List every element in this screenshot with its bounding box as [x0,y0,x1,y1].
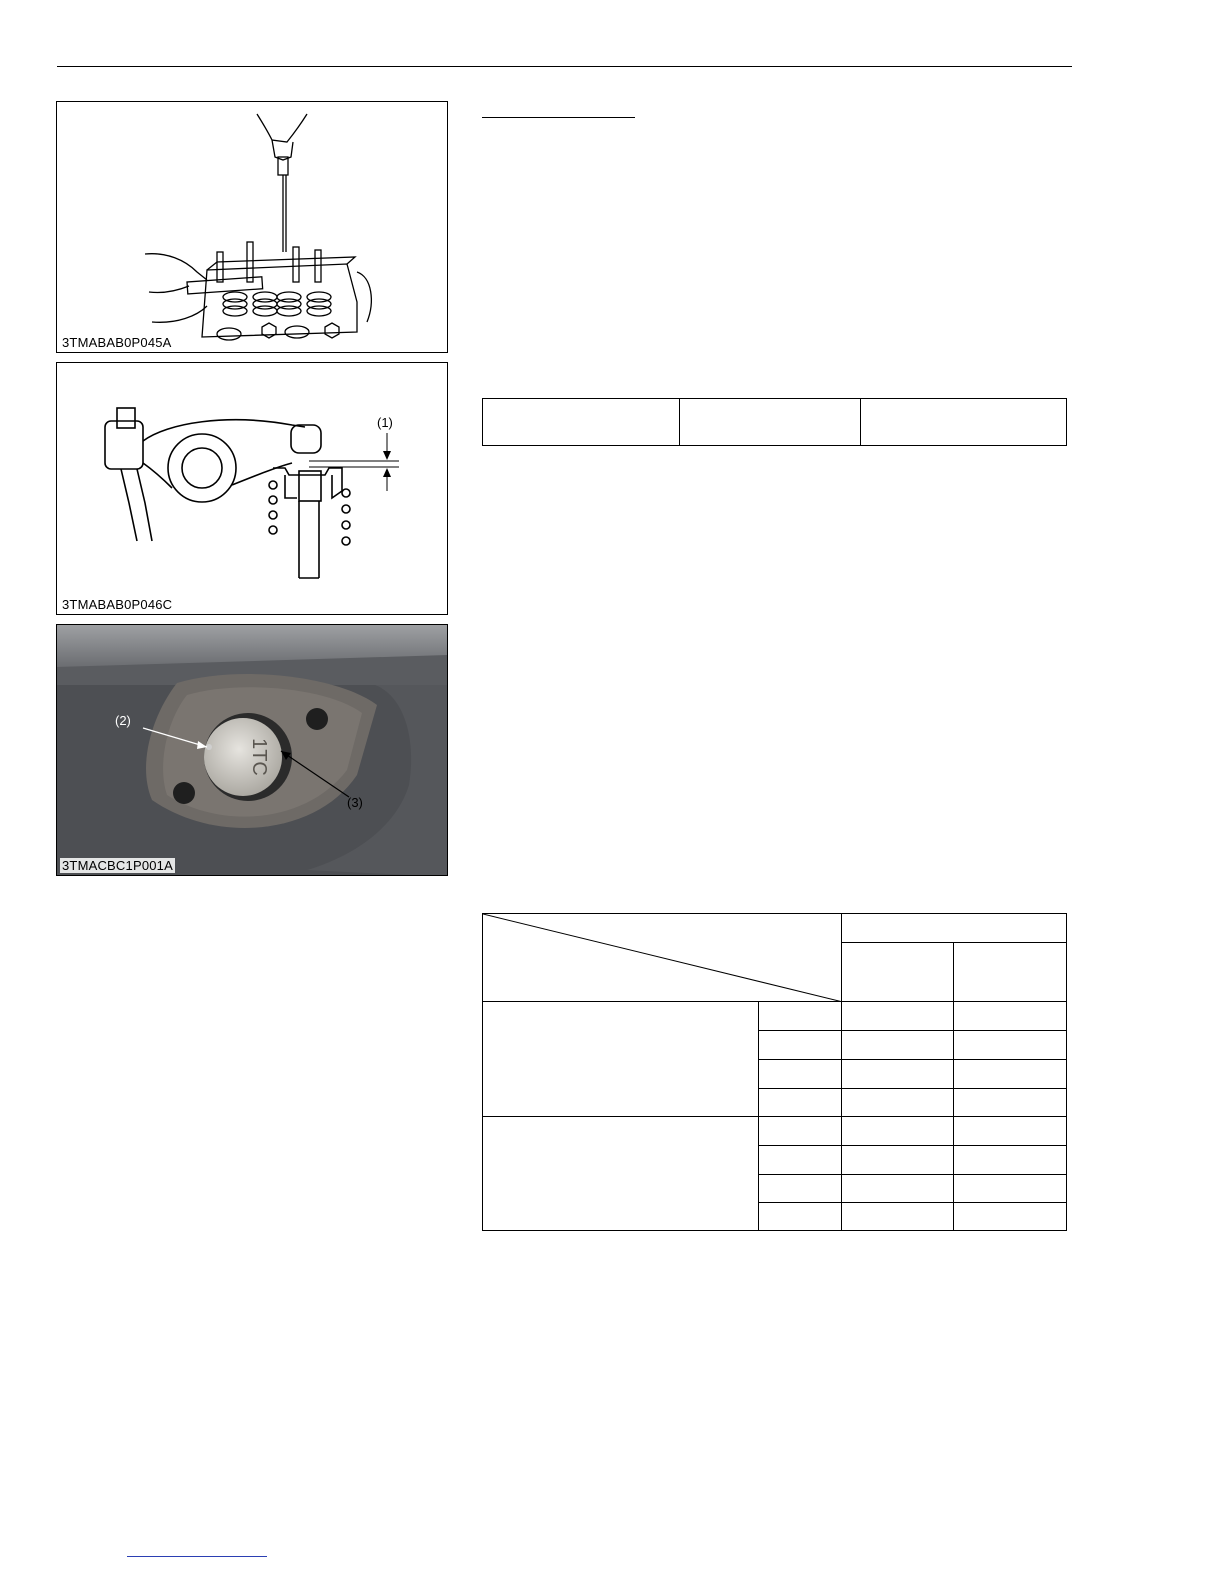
table-cell [954,1089,1067,1117]
footer-link-underline[interactable] [127,1556,267,1557]
rocker-arm-drawing [57,363,448,615]
table-row [483,914,1067,943]
table-cell [842,1203,954,1231]
table-cell [861,399,1067,446]
table-cell [954,1002,1067,1031]
figure-code: 3TMABAB0P045A [62,335,172,350]
valve-adjustment-drawing [57,102,448,353]
table-cell [758,1089,842,1117]
page-top-rule [57,66,1072,67]
table-row [483,1002,1067,1031]
table-cell [954,1031,1067,1060]
table-cell [758,1117,842,1146]
figure-valve-adjustment [56,101,448,353]
diagonal-header-cell [483,914,842,1002]
diagonal-line [483,914,843,1002]
table-cell [954,1203,1067,1231]
figure-code: 3TMABAB0P046C [62,597,173,612]
table-cell [758,1203,842,1231]
spec-table [482,398,1067,446]
callout-2: (2) [115,713,131,728]
table-row [483,1117,1067,1146]
group-label-cell [483,1002,759,1117]
table-cell [954,1146,1067,1175]
group-label-cell [483,1117,759,1231]
table-cell [842,1060,954,1089]
table-cell [758,1060,842,1089]
table-cell [758,1146,842,1175]
table-cell [758,1175,842,1203]
table-cell [954,1060,1067,1089]
table-row [483,399,1067,446]
table-cell [483,399,680,446]
table-cell [842,1002,954,1031]
table-cell [842,1117,954,1146]
table-cell [758,1031,842,1060]
valve-timing-table [482,913,1067,1231]
table-cell [842,1175,954,1203]
table-header-cell [954,943,1067,1002]
callout-3: (3) [347,795,363,810]
table-cell [680,399,861,446]
tc-mark-photo [57,625,448,876]
figure-tc-mark-photo [56,624,448,876]
tc-mark-text: 1TC [248,738,270,776]
table-header-cell [842,943,954,1002]
figure-rocker-clearance [56,362,448,615]
figure-code: 3TMACBC1P001A [62,858,173,873]
table-header-cell [842,914,1067,943]
table-cell [842,1089,954,1117]
section-heading-underline [482,117,635,118]
callout-1: (1) [377,415,393,430]
table-cell [758,1002,842,1031]
table-cell [954,1117,1067,1146]
table-cell [842,1146,954,1175]
table-cell [954,1175,1067,1203]
table-cell [842,1031,954,1060]
